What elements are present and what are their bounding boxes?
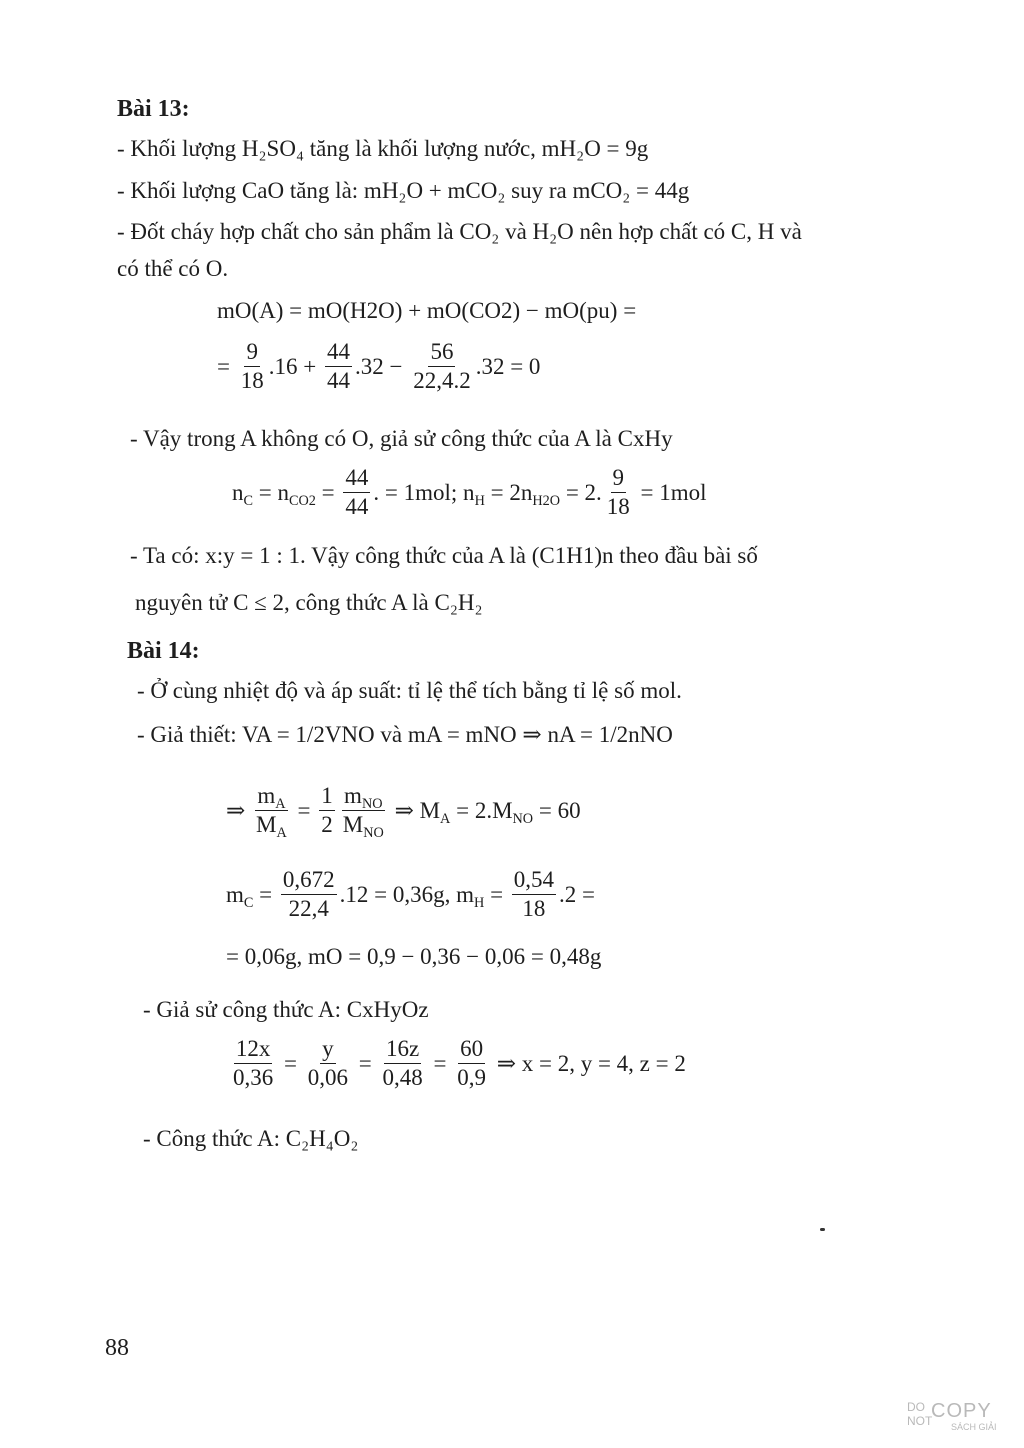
watermark-logo (905, 1398, 1009, 1438)
bai14-line3: - Giả sử công thức A: CxHyOz (143, 997, 429, 1022)
bai13-line2: - Khối lượng CaO tăng là: mH₂O + mCO₂ suy ra mCO₂ = 44g (117, 178, 690, 203)
watermark-copy: COPY (931, 1400, 992, 1422)
bai13-equation-moles: $n_C = n_{CO2}$ = $\frac{44}{44}$ . = 1mol; $n_H = 2n_{H2O} = 2$. $\frac{9}{18}$ = 1mol (232, 465, 707, 520)
page-number: 88 (105, 1335, 129, 1361)
bai13-equation-oxygen-balance: mO(A) = mO(H2O) + mO(CO2) − mO(pu) = (217, 298, 637, 323)
bai14-equation-mass-o: = 0,06g, mO = 0,9 − 0,36 − 0,06 = 0,48g (226, 944, 602, 969)
bai13-line5b: nguyên tử C ≤ 2, công thức A là C₂H₂ (135, 590, 483, 615)
watermark-not: NOT (907, 1414, 933, 1428)
bai13-line1: - Khối lượng H₂SO₄ tăng là khối lượng nước, mH₂O = 9g (117, 136, 649, 161)
bai13-line5a: - Ta có: x:y = 1 : 1. Vậy công thức của A là (C1H1)n theo đầu bài số (130, 543, 758, 568)
bai14-line1: - Ở cùng nhiệt độ và áp suất: tỉ lệ thể tích bằng tỉ lệ số mol. (137, 678, 682, 703)
bai14-equation-mass-c-h: $m_C$ = $\frac{0,672}{22,4}$ .12 = 0,36g, $m_H$ = $\frac{0,54}{18}$ .2 = (226, 867, 596, 922)
bai14-line4: - Công thức A: C₂H₄O₂ (143, 1126, 359, 1151)
watermark-sach-giai: SÁCH GIẢI (951, 1422, 997, 1432)
bai14-equation-ratio: $\frac{12x}{0,36}$ = $\frac{y}{0,06}$ = $\frac{16z}{0,48}$ = $\frac{60}{0,9}$ ⇒ x = 2, y = 4, z = 2 (233, 1036, 686, 1091)
bai13-line3b: có thể có O. (117, 256, 229, 281)
bai13-line4: - Vậy trong A không có O, giả sử công thức của A là CxHy (130, 426, 673, 451)
watermark-do: DO (907, 1400, 925, 1414)
bai14-heading: Bài 14: (127, 638, 200, 664)
bai13-equation-oxygen-value: = $\frac{9}{18}$ .16 + $\frac{44}{44}$ .32 − $\frac{56}{22,4.2}$ .32 = 0 (217, 339, 541, 394)
ink-speck (820, 1228, 825, 1231)
bai13-heading: Bài 13: (117, 96, 190, 122)
bai14-equation-molar-mass: ⇒ $\frac{m_A}{M_A}$ = $\frac{1}{2}$ $\frac{m_{NO}}{M_{NO}}$ ⇒ $M_A = 2.M_{NO} = 60$ (226, 783, 581, 842)
bai13-line3a: - Đốt cháy hợp chất cho sản phẩm là CO₂ và H₂O nên hợp chất có C, H và (117, 219, 802, 244)
bai14-line2: - Giả thiết: VA = 1/2VNO và mA = mNO ⇒ nA = 1/2nNO (137, 722, 673, 747)
